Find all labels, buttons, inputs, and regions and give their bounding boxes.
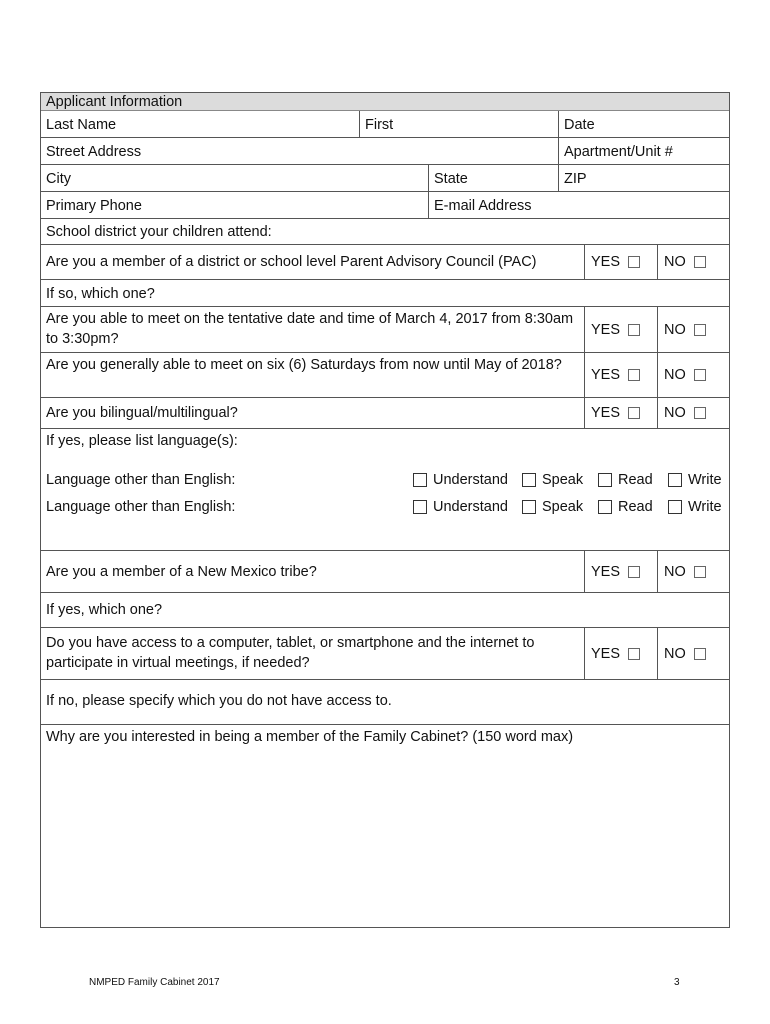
bilingual-no-checkbox[interactable] — [694, 407, 706, 419]
no-label: NO — [664, 367, 686, 383]
languages-row — [41, 429, 729, 551]
bilingual-row — [41, 398, 729, 429]
address-row — [41, 138, 729, 165]
language-1-speak-checkbox[interactable] — [522, 473, 536, 487]
interest-field[interactable]: Why are you interested in being a member of the Family Cabinet? (150 word max) — [46, 729, 574, 745]
bilingual-no-option[interactable] — [657, 398, 731, 428]
tribe-row — [41, 551, 729, 593]
street-address-field[interactable]: Street Address — [46, 144, 142, 160]
footer-title: NMPED Family Cabinet 2017 — [89, 977, 220, 988]
city-field[interactable]: City — [46, 171, 71, 187]
language-1-speak-option[interactable] — [522, 469, 583, 491]
access-specify-row — [41, 680, 729, 725]
yes-label: YES — [591, 405, 621, 421]
languages-prompt: If yes, please list language(s): — [46, 433, 238, 449]
state-field[interactable]: State — [428, 165, 558, 191]
no-label: NO — [664, 563, 686, 580]
language-2-read-checkbox[interactable] — [598, 500, 612, 514]
language-1-understand-checkbox[interactable] — [413, 473, 427, 487]
meet-march-no-option[interactable] — [657, 307, 731, 352]
meet-saturdays-row — [41, 353, 729, 398]
email-field[interactable]: E-mail Address — [428, 192, 731, 218]
bilingual-yes-checkbox[interactable] — [628, 407, 640, 419]
language-2-speak-checkbox[interactable] — [522, 500, 536, 514]
name-date-row — [41, 111, 729, 138]
speak-label: Speak — [542, 499, 584, 515]
language-label: Language other than English: — [46, 472, 236, 488]
access-question: Do you have access to a computer, tablet, or smartphone and the internet to participate in virtual meetings, if needed? — [46, 635, 535, 671]
access-specify-field[interactable]: If no, please specify which you do not have access to. — [46, 693, 392, 709]
yes-label: YES — [591, 563, 621, 580]
read-label: Read — [618, 472, 653, 488]
interest-row — [41, 725, 729, 927]
pac-which-field[interactable]: If so, which one? — [46, 286, 155, 302]
language-label: Language other than English: — [46, 499, 236, 515]
language-2-understand-option[interactable] — [413, 496, 508, 518]
understand-label: Understand — [433, 499, 508, 515]
access-yes-checkbox[interactable] — [628, 648, 640, 660]
section-title: Applicant Information — [46, 94, 183, 110]
meet-saturdays-yes-option[interactable] — [584, 353, 657, 397]
phone-email-row — [41, 192, 729, 219]
yes-label: YES — [591, 367, 621, 383]
speak-label: Speak — [542, 472, 584, 488]
pac-yes-checkbox[interactable] — [628, 256, 640, 268]
tribe-no-option[interactable] — [657, 551, 731, 592]
meet-march-row — [41, 307, 729, 353]
write-label: Write — [688, 499, 722, 515]
pac-no-option[interactable] — [657, 245, 731, 279]
language-line-1 — [41, 469, 729, 491]
first-name-field[interactable]: First — [359, 111, 558, 137]
access-no-checkbox[interactable] — [694, 648, 706, 660]
pac-which-row — [41, 280, 729, 307]
tribe-yes-checkbox[interactable] — [628, 566, 640, 578]
yes-label: YES — [591, 254, 621, 270]
access-row — [41, 628, 729, 680]
tribe-yes-option[interactable] — [584, 551, 657, 592]
language-2-understand-checkbox[interactable] — [413, 500, 427, 514]
applicant-information-header — [41, 93, 729, 111]
language-2-read-option[interactable] — [598, 496, 653, 518]
access-yes-option[interactable] — [584, 628, 657, 679]
no-label: NO — [664, 321, 686, 338]
meet-march-no-checkbox[interactable] — [694, 324, 706, 336]
page-number: 3 — [674, 977, 680, 988]
read-label: Read — [618, 499, 653, 515]
primary-phone-field[interactable]: Primary Phone — [46, 198, 142, 214]
school-district-field[interactable]: School district your children attend: — [46, 224, 272, 240]
language-1-write-checkbox[interactable] — [668, 473, 682, 487]
meet-march-yes-option[interactable] — [584, 307, 657, 352]
pac-yes-option[interactable] — [584, 245, 657, 279]
apartment-field[interactable]: Apartment/Unit # — [558, 138, 731, 164]
language-2-speak-option[interactable] — [522, 496, 583, 518]
language-line-2 — [41, 496, 729, 518]
applicant-form — [40, 92, 730, 928]
zip-field[interactable]: ZIP — [558, 165, 731, 191]
pac-question: Are you a member of a district or school level Parent Advisory Council (PAC) — [46, 254, 537, 270]
bilingual-yes-option[interactable] — [584, 398, 657, 428]
meet-saturdays-no-option[interactable] — [657, 353, 731, 397]
city-state-zip-row — [41, 165, 729, 192]
meet-saturdays-yes-checkbox[interactable] — [628, 369, 640, 381]
school-district-row — [41, 219, 729, 245]
write-label: Write — [688, 472, 722, 488]
yes-label: YES — [591, 321, 621, 338]
pac-no-checkbox[interactable] — [694, 256, 706, 268]
tribe-question: Are you a member of a New Mexico tribe? — [46, 563, 317, 580]
language-1-read-option[interactable] — [598, 469, 653, 491]
meet-march-question: Are you able to meet on the tentative date and time of March 4, 2017 from 8:30am to 3:30pm? — [46, 311, 574, 347]
last-name-field[interactable]: Last Name — [46, 117, 117, 133]
meet-march-yes-checkbox[interactable] — [628, 324, 640, 336]
no-label: NO — [664, 405, 686, 421]
tribe-which-field[interactable]: If yes, which one? — [46, 602, 163, 618]
yes-label: YES — [591, 645, 621, 662]
meet-saturdays-question: Are you generally able to meet on six (6) Saturdays from now until May of 2018? — [46, 357, 562, 373]
pac-row — [41, 245, 729, 280]
understand-label: Understand — [433, 472, 508, 488]
no-label: NO — [664, 254, 686, 270]
bilingual-question: Are you bilingual/multilingual? — [46, 405, 238, 421]
language-1-write-option[interactable] — [668, 469, 722, 491]
no-label: NO — [664, 645, 686, 662]
access-no-option[interactable] — [657, 628, 731, 679]
meet-saturdays-no-checkbox[interactable] — [694, 369, 706, 381]
tribe-which-row — [41, 593, 729, 628]
language-1-understand-option[interactable] — [413, 469, 508, 491]
date-field[interactable]: Date — [558, 111, 731, 137]
language-2-write-checkbox[interactable] — [668, 500, 682, 514]
language-2-write-option[interactable] — [668, 496, 722, 518]
tribe-no-checkbox[interactable] — [694, 566, 706, 578]
language-1-read-checkbox[interactable] — [598, 473, 612, 487]
